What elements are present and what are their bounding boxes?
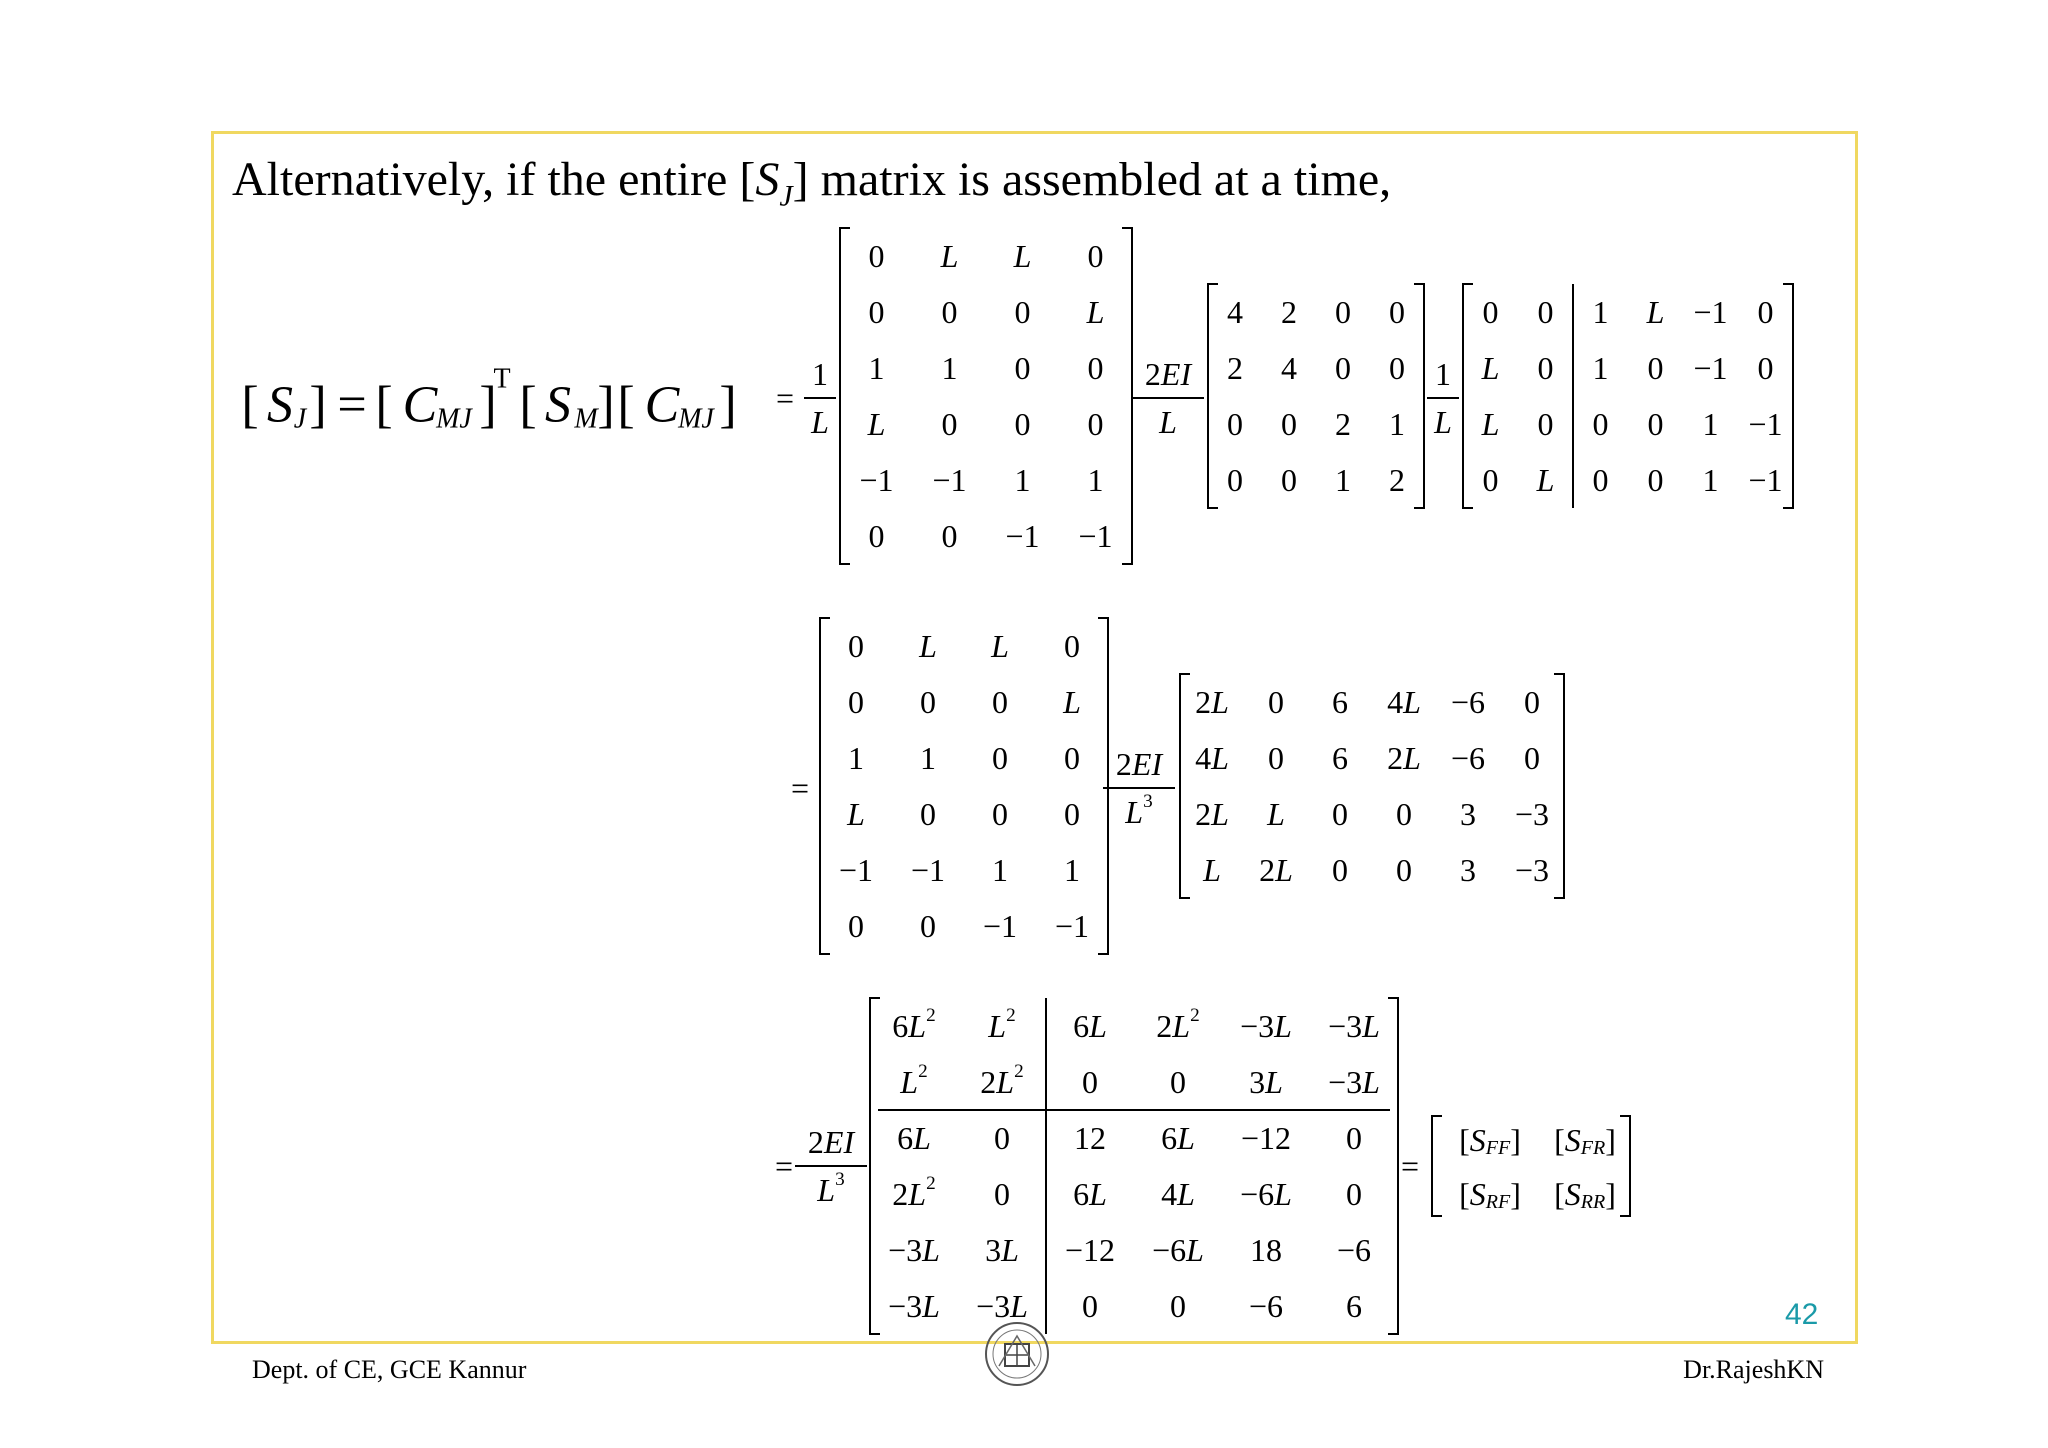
step2-product-matrix-cell: 6: [1332, 740, 1348, 776]
step3-factor-numerator: 2EI: [807, 1124, 855, 1160]
step1-ct-matrix-cell: L: [1086, 294, 1105, 330]
step3-sj-matrix-cell: 4L: [1161, 1176, 1195, 1212]
step1-sm-matrix-cell: 4: [1227, 294, 1243, 330]
step1-sm-matrix-cell: 2: [1335, 406, 1351, 442]
step1-sm-matrix-cell: 0: [1335, 294, 1351, 330]
step1-ct-matrix-cell: 0: [1087, 406, 1104, 442]
step1-sm-matrix-cell: 2: [1227, 350, 1243, 386]
step3-sj-matrix-cell: 6L: [897, 1120, 931, 1156]
step2-product-matrix-cell: 0: [1332, 796, 1348, 832]
step1-cmj-matrix-cell: 0: [1537, 350, 1554, 386]
step1-sm-matrix-cell: 0: [1389, 350, 1405, 386]
step1-ct-matrix-cell: 0: [868, 518, 885, 554]
lhs-symbol: ]: [309, 376, 327, 434]
step1-sm-matrix-cell: 2: [1389, 462, 1405, 498]
step2-product-matrix-cell: 0: [1268, 740, 1284, 776]
step2-ct-matrix-cell: 0: [848, 908, 864, 944]
step3-sj-matrix-cell: 6L: [1073, 1008, 1107, 1044]
step1-sm-matrix-cell: 2: [1281, 294, 1297, 330]
step3-sj-matrix-left-bracket: [870, 998, 880, 1334]
lhs-symbol: =: [337, 376, 367, 434]
step2-ct-matrix-cell: 1: [992, 852, 1008, 888]
lhs-symbol: [: [519, 376, 537, 434]
step2-ct-matrix-right-bracket: [1098, 618, 1108, 954]
step1-sm-matrix-cell: 0: [1281, 406, 1297, 442]
step3-sj-matrix-cell: −3L: [1240, 1008, 1292, 1044]
step1-sm-matrix-right-bracket: [1414, 284, 1424, 508]
step2-product-matrix-cell: 4L: [1387, 684, 1421, 720]
step2-product-matrix-cell: 0: [1268, 684, 1284, 720]
step1-sm-matrix-cell: 0: [1389, 294, 1405, 330]
lhs-symbol: ]: [479, 376, 497, 434]
step3-sj-matrix-cell: 12: [1074, 1120, 1106, 1156]
step1-ct-matrix-cell: 1: [1087, 462, 1104, 498]
step1-ct-matrix-right-bracket: [1122, 228, 1132, 564]
step1-ct-matrix-cell: 1: [941, 350, 958, 386]
step1-ct-matrix-cell: 1: [868, 350, 885, 386]
step2-product-matrix-cell: 0: [1524, 740, 1540, 776]
step2-ct-matrix-cell: −1: [838, 852, 874, 888]
step1-cmj-matrix-cell: 0: [1647, 350, 1664, 386]
step2-ct-matrix-cell: 0: [848, 628, 864, 664]
step3-sj-matrix-cell: 6L: [1073, 1176, 1107, 1212]
step3-sj-matrix-cell: $2L^2$: [1156, 1004, 1200, 1044]
step1-cmj-matrix-cell: 0: [1592, 406, 1609, 442]
step1-cmj-matrix-cell: 1: [1702, 406, 1719, 442]
step3-sj-matrix-cell: $L^2$: [900, 1060, 928, 1100]
step2-ct-matrix-cell: 0: [920, 684, 936, 720]
step1-ct-matrix-cell: 0: [868, 294, 885, 330]
lhs-symbol: [: [375, 376, 393, 434]
step2-ct-matrix-cell: 0: [992, 684, 1008, 720]
step3-sj-matrix-cell: −6: [1336, 1232, 1372, 1268]
step2-ct-matrix-cell: 0: [920, 908, 936, 944]
partition-block-fr: $[S_{FR}]$: [1554, 1122, 1616, 1159]
step3-sj-matrix-right-bracket: [1388, 998, 1398, 1334]
slide-number: 42: [1785, 1298, 1819, 1331]
step1-sm-matrix-cell: 4: [1281, 350, 1297, 386]
step1-ct-matrix-cell: 0: [1014, 350, 1031, 386]
step2-product-matrix-left-bracket: [1180, 674, 1190, 898]
step2-product-matrix-cell: 0: [1396, 852, 1412, 888]
step2-product-matrix-cell: −6: [1450, 684, 1486, 720]
step2-ct-matrix-cell: −1: [1054, 908, 1090, 944]
step3-sj-matrix-cell: 0: [1346, 1176, 1362, 1212]
step1-factor-sm-denominator: L: [1159, 404, 1177, 440]
lhs-symbol: MJ: [678, 403, 714, 435]
step2-ct-matrix-cell: −1: [982, 908, 1018, 944]
equals-sign: =: [774, 1148, 794, 1184]
step3-sj-matrix-cell: 3L: [1249, 1064, 1283, 1100]
step1-cmj-matrix-cell: 0: [1757, 294, 1774, 330]
lhs-symbol: S: [267, 376, 293, 434]
step2-product-matrix-cell: 2L: [1387, 740, 1421, 776]
footer-department: Dept. of CE, GCE Kannur: [252, 1355, 527, 1384]
step2-ct-matrix-cell: 0: [1064, 628, 1080, 664]
partition-outer-right-bracket: [1620, 1116, 1630, 1216]
step3-sj-matrix-cell: 0: [994, 1120, 1010, 1156]
step2-ct-matrix-cell: 0: [1064, 796, 1080, 832]
step3-sj-matrix-cell: 6: [1346, 1288, 1362, 1324]
step1-ct-matrix-cell: 0: [1087, 350, 1104, 386]
step3-sj-matrix-cell: −3L: [1328, 1008, 1380, 1044]
step1-ct-matrix-cell: −1: [859, 462, 894, 498]
step1-cmj-matrix-cell: 0: [1537, 294, 1554, 330]
step1-cmj-matrix-cell: 1: [1592, 294, 1609, 330]
step3-sj-matrix-cell: $L^2$: [988, 1004, 1016, 1044]
step2-product-matrix-cell: 2L: [1259, 852, 1293, 888]
step1-ct-matrix-cell: 0: [941, 406, 958, 442]
equals-sign: =: [775, 380, 795, 416]
step1-cmj-matrix-cell: 0: [1482, 294, 1499, 330]
step2-product-matrix-cell: 2L: [1195, 684, 1229, 720]
step1-cmj-matrix-right-bracket: [1783, 284, 1793, 508]
step1-sm-matrix-cell: 1: [1389, 406, 1405, 442]
step2-product-matrix-cell: 0: [1332, 852, 1348, 888]
lhs-symbol: J: [293, 403, 307, 435]
step1-cmj-matrix-cell: L: [1646, 294, 1665, 330]
step1-cmj-matrix-left-bracket: [1463, 284, 1473, 508]
lhs-symbol: C: [644, 376, 680, 434]
step3-sj-matrix-cell: 6L: [1161, 1120, 1195, 1156]
step3-sj-matrix-cell: 3L: [985, 1232, 1019, 1268]
step3-sj-matrix-cell: −3L: [1328, 1064, 1380, 1100]
step1-factor-cmj-numerator: 1: [1435, 356, 1451, 392]
step2-ct-matrix-cell: 0: [992, 740, 1008, 776]
step3-sj-matrix-cell: 0: [1170, 1288, 1186, 1324]
equals-sign: =: [790, 770, 810, 806]
step2-ct-matrix-cell: L: [991, 628, 1009, 664]
step1-sm-matrix-cell: 1: [1335, 462, 1351, 498]
step1-factor-ct-numerator: 1: [812, 356, 828, 392]
step1-factor-cmj-denominator: L: [1434, 404, 1452, 440]
step2-product-matrix-cell: 2L: [1195, 796, 1229, 832]
step1-cmj-matrix-cell: 1: [1702, 462, 1719, 498]
step1-ct-matrix-cell: L: [940, 238, 959, 274]
step2-product-matrix-cell: −3: [1514, 796, 1550, 832]
step2-product-matrix-cell: 6: [1332, 684, 1348, 720]
step1-ct-matrix-cell: −1: [1005, 518, 1040, 554]
step2-factor-denominator: $L^3$: [1125, 790, 1153, 830]
step1-cmj-matrix-cell: 0: [1537, 406, 1554, 442]
step1-cmj-matrix-cell: 0: [1757, 350, 1774, 386]
step3-sj-matrix-cell: −3L: [888, 1288, 940, 1324]
step1-ct-matrix-cell: 0: [941, 518, 958, 554]
step1-ct-matrix-cell: 1: [1014, 462, 1031, 498]
step3-sj-matrix-cell: $2L^2$: [980, 1060, 1024, 1100]
partition-block-rf: $[S_{RF}]$: [1459, 1176, 1521, 1213]
step1-cmj-matrix-cell: −1: [1693, 350, 1728, 386]
step2-product-matrix-cell: 0: [1524, 684, 1540, 720]
step1-sm-matrix-left-bracket: [1208, 284, 1218, 508]
step2-product-matrix-cell: 3: [1460, 852, 1476, 888]
slide-heading: Alternatively, if the entire $[S_J]$ matrix is assembled at a time,: [232, 153, 1392, 213]
step1-cmj-matrix-cell: −1: [1748, 406, 1783, 442]
step3-sj-matrix-cell: $2L^2$: [892, 1172, 936, 1212]
step3-sj-matrix-cell: 0: [1170, 1064, 1186, 1100]
step1-ct-matrix-cell: 0: [868, 238, 885, 274]
step2-product-matrix-cell: 3: [1460, 796, 1476, 832]
step3-sj-matrix-cell: −12: [1064, 1232, 1116, 1268]
step1-cmj-matrix-cell: 1: [1592, 350, 1609, 386]
step1-cmj-matrix-cell: 0: [1592, 462, 1609, 498]
step3-sj-matrix-cell: −6L: [1240, 1176, 1292, 1212]
step1-ct-matrix-cell: 0: [941, 294, 958, 330]
step2-ct-matrix-left-bracket: [820, 618, 830, 954]
step2-product-matrix-cell: 0: [1396, 796, 1412, 832]
step2-ct-matrix-cell: 0: [992, 796, 1008, 832]
step1-cmj-matrix-cell: 0: [1482, 462, 1499, 498]
step3-sj-matrix-cell: 0: [1082, 1288, 1098, 1324]
step1-cmj-matrix-cell: −1: [1693, 294, 1728, 330]
step3-sj-matrix-cell: −3L: [976, 1288, 1028, 1324]
step1-sm-matrix-cell: 0: [1227, 462, 1243, 498]
lhs-symbol: M: [574, 403, 598, 435]
lhs-symbol: T: [493, 363, 511, 395]
step1-sm-matrix-cell: 0: [1281, 462, 1297, 498]
step2-ct-matrix-cell: 1: [920, 740, 936, 776]
partition-block-ff: $[S_{FF}]$: [1459, 1122, 1521, 1159]
step2-ct-matrix-cell: 0: [920, 796, 936, 832]
partition-block-rr: $[S_{RR}]$: [1554, 1176, 1616, 1213]
lhs-symbol: MJ: [436, 403, 472, 435]
step2-ct-matrix-cell: 0: [848, 684, 864, 720]
step2-ct-matrix-cell: 0: [1064, 740, 1080, 776]
step1-factor-sm-numerator: 2EI: [1144, 356, 1192, 392]
step1-cmj-matrix-cell: L: [1481, 350, 1500, 386]
step1-cmj-matrix-cell: 0: [1647, 462, 1664, 498]
partition-outer-left-bracket: [1432, 1116, 1442, 1216]
step1-ct-matrix-cell: 0: [1087, 238, 1104, 274]
step1-sm-matrix-cell: 0: [1335, 350, 1351, 386]
step1-factor-ct-denominator: L: [811, 404, 829, 440]
step3-sj-matrix-cell: 0: [994, 1176, 1010, 1212]
step2-product-matrix-right-bracket: [1554, 674, 1564, 898]
step2-product-matrix-cell: 4L: [1195, 740, 1229, 776]
step1-ct-matrix-cell: L: [867, 406, 886, 442]
step2-ct-matrix-cell: −1: [910, 852, 946, 888]
step3-factor-denominator: $L^3$: [817, 1168, 845, 1208]
step1-cmj-matrix-cell: −1: [1748, 462, 1783, 498]
lhs-symbol: ]: [719, 376, 737, 434]
step2-ct-matrix-cell: L: [1063, 684, 1081, 720]
lhs-symbol: [: [241, 376, 259, 434]
step3-sj-matrix-cell: 0: [1082, 1064, 1098, 1100]
step2-product-matrix-cell: L: [1203, 852, 1221, 888]
step1-cmj-matrix-cell: 0: [1647, 406, 1664, 442]
step1-ct-matrix-cell: 0: [1014, 294, 1031, 330]
step3-sj-matrix-cell: 18: [1250, 1232, 1282, 1268]
step3-sj-matrix-cell: −6L: [1152, 1232, 1204, 1268]
step2-ct-matrix-cell: 1: [848, 740, 864, 776]
step1-sm-matrix-cell: 0: [1227, 406, 1243, 442]
step2-ct-matrix-cell: 1: [1064, 852, 1080, 888]
step1-ct-matrix-cell: −1: [1078, 518, 1113, 554]
step3-sj-matrix-cell: −3L: [888, 1232, 940, 1268]
step1-cmj-matrix-cell: L: [1536, 462, 1555, 498]
college-logo-icon: [983, 1320, 1051, 1388]
step1-cmj-matrix-cell: L: [1481, 406, 1500, 442]
equals-sign: =: [1400, 1148, 1420, 1184]
step1-ct-matrix-cell: −1: [932, 462, 967, 498]
step3-sj-matrix-cell: 0: [1346, 1120, 1362, 1156]
step2-ct-matrix-cell: L: [919, 628, 937, 664]
lhs-symbol: ]: [597, 376, 615, 434]
step1-ct-matrix-left-bracket: [840, 228, 850, 564]
step3-sj-matrix-cell: −12: [1240, 1120, 1292, 1156]
step2-product-matrix-cell: L: [1267, 796, 1285, 832]
lhs-symbol: [: [617, 376, 635, 434]
lhs-symbol: S: [545, 376, 571, 434]
lhs-symbol: C: [402, 376, 438, 434]
step3-sj-matrix-cell: −6: [1248, 1288, 1284, 1324]
step2-ct-matrix-cell: L: [847, 796, 865, 832]
step2-factor-numerator: 2EI: [1115, 746, 1163, 782]
step2-product-matrix-cell: −6: [1450, 740, 1486, 776]
step3-sj-matrix-cell: $6L^2$: [892, 1004, 936, 1044]
step2-product-matrix-cell: −3: [1514, 852, 1550, 888]
step1-ct-matrix-cell: 0: [1014, 406, 1031, 442]
step1-ct-matrix-cell: L: [1013, 238, 1032, 274]
footer-author: Dr.RajeshKN: [1683, 1355, 1824, 1384]
